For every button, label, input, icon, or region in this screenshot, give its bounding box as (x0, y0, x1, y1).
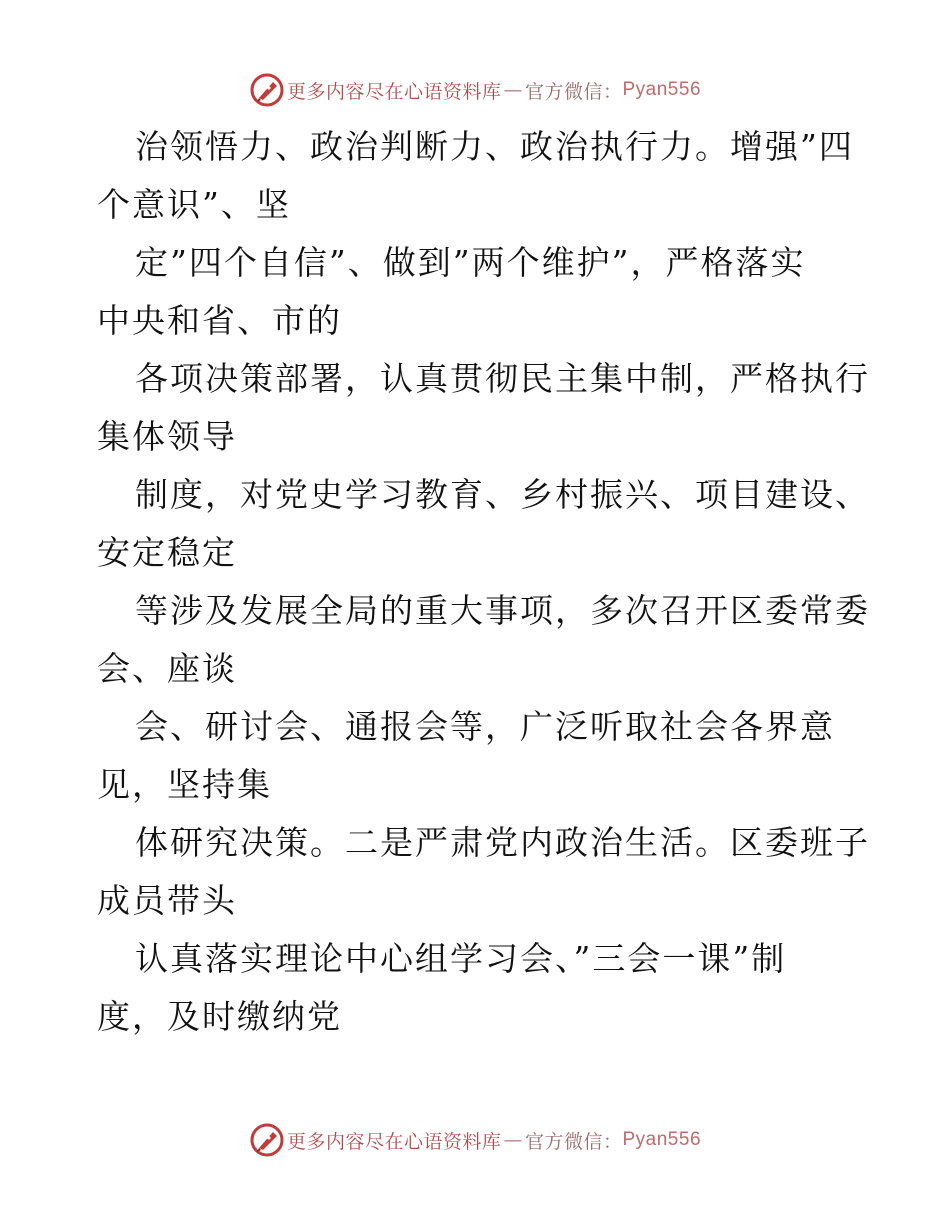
body-line: 集体领导 (97, 417, 237, 456)
body-line: 各项决策部署，认真贯彻民主集中制，严格执行 (135, 359, 870, 398)
document-body (97, 118, 870, 1046)
header-wechat-id: Pyan556 (622, 79, 702, 100)
footer-wechat-id: Pyan556 (622, 1129, 702, 1150)
body-line: 度，及时缴纳党 (97, 997, 342, 1036)
body-line: 成员带头 (97, 881, 237, 920)
body-line: 制度，对党史学习教育、乡村振兴、项目建设、 (135, 475, 870, 514)
body-line: 等涉及发展全局的重大事项，多次召开区委常委 (135, 591, 870, 630)
footer-watermark (0, 1120, 950, 1160)
footer-wechat-label: 官方微信： (524, 1130, 623, 1153)
body-line: 见，坚持集 (97, 765, 272, 804)
header-separator: — (503, 79, 523, 101)
header-wechat-label: 官方微信： (524, 80, 623, 103)
body-line: 个意识”、坚 (97, 185, 291, 224)
body-line: 安定稳定 (97, 533, 237, 572)
body-line: 认真落实理论中心组学习会、”三会一课”制 (135, 939, 787, 978)
body-line: 会、研讨会、通报会等，广泛听取社会各界意 (135, 707, 835, 746)
footer-site-name: 更多内容尽在心语资料库 (286, 1130, 502, 1153)
header-watermark (0, 70, 950, 110)
body-line: 定”四个自信”、做到”两个维护”，严格落实 (135, 243, 806, 282)
body-line: 会、座谈 (97, 649, 237, 688)
pen-nib-logo-icon (249, 72, 285, 108)
footer-separator: — (503, 1129, 523, 1151)
body-line: 中央和省、市的 (97, 301, 342, 340)
body-line: 体研究决策。二是严肃党内政治生活。区委班子 (135, 823, 870, 862)
pen-nib-logo-icon (249, 1122, 285, 1158)
header-site-name: 更多内容尽在心语资料库 (286, 80, 502, 103)
body-line: 治领悟力、政治判断力、政治执行力。增强”四 (135, 127, 854, 166)
